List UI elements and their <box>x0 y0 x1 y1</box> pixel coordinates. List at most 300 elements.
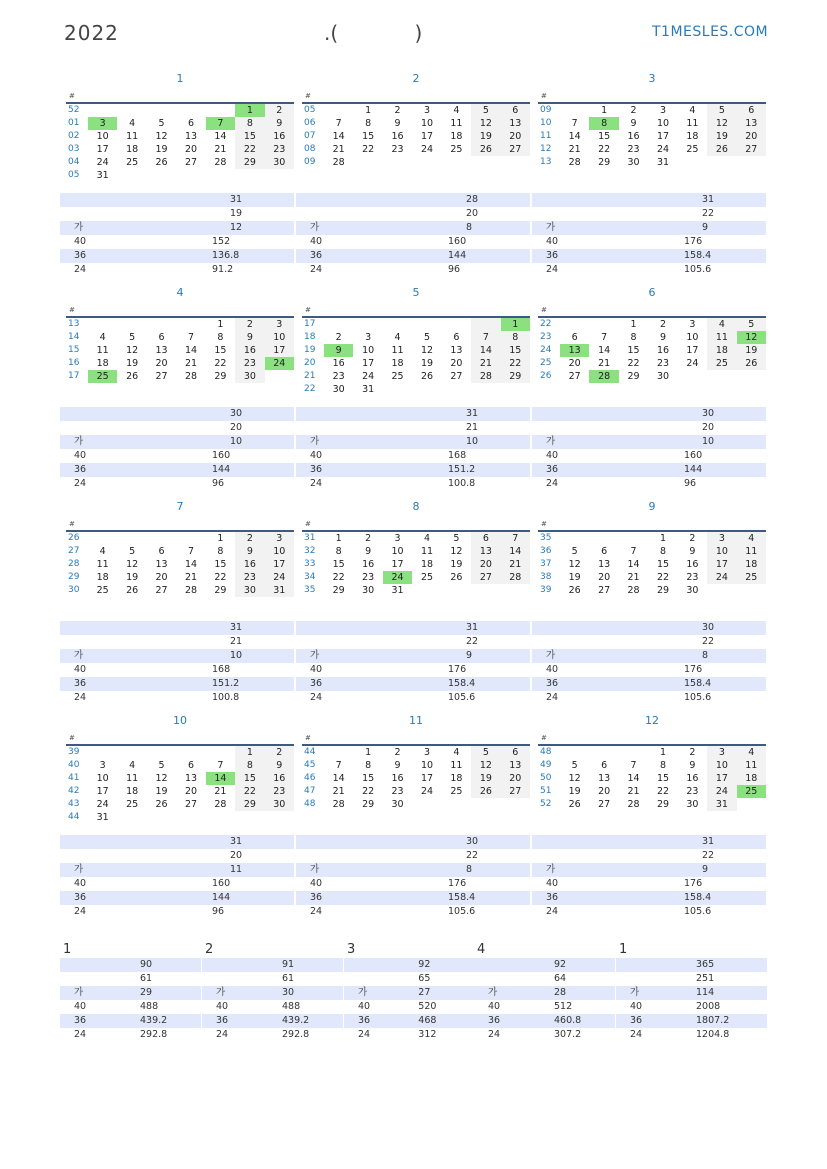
day-cell[interactable]: 31 <box>265 584 294 597</box>
day-cell[interactable]: 16 <box>332 358 345 369</box>
day-cell[interactable]: 9 <box>689 546 696 557</box>
day-cell[interactable]: 31 <box>96 812 109 823</box>
day-cell[interactable]: 6 <box>737 104 766 117</box>
day-cell[interactable]: 3 <box>265 532 294 545</box>
day-cell[interactable]: 13 <box>737 117 766 130</box>
day-cell[interactable]: 28 <box>568 157 581 168</box>
day-cell[interactable]: 28 <box>627 799 640 810</box>
day-cell[interactable]: 8 <box>659 546 666 557</box>
day-cell[interactable]: 21 <box>214 786 227 797</box>
day-cell[interactable]: 12 <box>471 117 500 130</box>
day-cell[interactable]: 12 <box>420 345 434 356</box>
day-cell[interactable]: 23 <box>686 572 699 583</box>
day-cell[interactable]: 12 <box>568 773 581 784</box>
day-cell[interactable]: 2 <box>265 104 294 117</box>
month-title[interactable]: 6 <box>648 286 656 299</box>
day-cell[interactable]: 18 <box>126 144 139 155</box>
day-cell[interactable]: 5 <box>471 746 500 759</box>
day-cell[interactable]: 15 <box>362 773 375 784</box>
day-cell[interactable]: 29 <box>627 371 640 382</box>
day-cell[interactable]: 21 <box>627 572 640 583</box>
day-cell[interactable]: 12 <box>450 546 463 557</box>
day-cell[interactable]: 1 <box>365 105 372 116</box>
day-cell[interactable]: 3 <box>99 760 106 771</box>
day-cell[interactable]: 7 <box>501 532 530 545</box>
day-cell[interactable]: 24 <box>420 144 434 155</box>
day-cell[interactable]: 5 <box>158 118 165 129</box>
day-cell[interactable]: 24 <box>362 371 375 382</box>
day-cell[interactable]: 23 <box>235 571 264 584</box>
day-cell[interactable]: 30 <box>686 799 699 810</box>
day-cell[interactable]: 9 <box>265 759 294 772</box>
day-cell[interactable]: 16 <box>391 131 404 142</box>
day-cell[interactable]: 11 <box>737 759 766 772</box>
day-cell[interactable]: 26 <box>450 572 463 583</box>
day-cell[interactable]: 31 <box>656 157 670 168</box>
day-cell[interactable]: 29 <box>235 156 264 169</box>
day-cell[interactable]: 6 <box>601 546 608 557</box>
day-cell[interactable]: 18 <box>420 559 434 570</box>
day-cell[interactable]: 22 <box>656 572 670 583</box>
day-cell[interactable]: 10 <box>265 545 294 558</box>
day-cell[interactable]: 30 <box>265 156 294 169</box>
day-cell[interactable]: 24 <box>265 357 294 370</box>
day-cell[interactable]: 21 <box>184 572 198 583</box>
day-cell[interactable]: 12 <box>707 117 736 130</box>
day-cell[interactable]: 16 <box>656 345 670 356</box>
day-cell[interactable]: 9 <box>630 118 637 129</box>
day-cell[interactable]: 30 <box>362 585 375 596</box>
day-cell[interactable]: 17 <box>391 559 404 570</box>
day-cell[interactable]: 12 <box>568 559 581 570</box>
day-cell[interactable]: 2 <box>394 747 401 758</box>
day-cell[interactable]: 15 <box>332 559 345 570</box>
day-cell[interactable]: 6 <box>453 332 460 343</box>
day-cell[interactable]: 22 <box>235 785 264 798</box>
day-cell[interactable]: 4 <box>99 546 106 557</box>
day-cell[interactable]: 31 <box>96 170 109 181</box>
day-cell[interactable]: 23 <box>656 358 670 369</box>
day-cell[interactable]: 25 <box>450 786 463 797</box>
day-cell[interactable]: 22 <box>362 144 375 155</box>
day-cell[interactable]: 19 <box>155 144 168 155</box>
day-cell[interactable]: 9 <box>659 332 666 343</box>
day-cell[interactable]: 19 <box>568 572 581 583</box>
day-cell[interactable]: 17 <box>265 558 294 571</box>
day-cell[interactable]: 17 <box>96 144 109 155</box>
day-cell[interactable]: 28 <box>501 571 530 584</box>
day-cell[interactable]: 20 <box>737 130 766 143</box>
day-cell[interactable]: 26 <box>471 143 500 156</box>
day-cell[interactable]: 28 <box>184 585 198 596</box>
day-cell[interactable]: 11 <box>126 773 139 784</box>
day-cell[interactable]: 23 <box>265 143 294 156</box>
day-cell[interactable]: 15 <box>214 345 227 356</box>
day-cell[interactable]: 2 <box>394 105 401 116</box>
day-cell[interactable]: 4 <box>129 118 136 129</box>
day-cell[interactable]: 13 <box>450 345 463 356</box>
month-title[interactable]: 7 <box>176 500 184 513</box>
day-cell[interactable]: 30 <box>265 798 294 811</box>
month-title[interactable]: 2 <box>412 72 420 85</box>
day-cell[interactable]: 17 <box>420 773 434 784</box>
day-cell[interactable]: 19 <box>737 344 766 357</box>
day-cell[interactable]: 17 <box>707 558 736 571</box>
day-cell[interactable]: 3 <box>707 746 736 759</box>
day-cell[interactable]: 25 <box>96 585 109 596</box>
day-cell[interactable]: 17 <box>656 131 670 142</box>
day-cell[interactable]: 28 <box>214 157 227 168</box>
day-cell[interactable]: 22 <box>362 786 375 797</box>
day-cell[interactable]: 25 <box>391 371 404 382</box>
day-cell[interactable]: 21 <box>627 786 640 797</box>
day-cell[interactable]: 1 <box>501 318 530 331</box>
day-cell[interactable]: 16 <box>627 131 640 142</box>
day-cell[interactable]: 9 <box>324 344 353 357</box>
day-cell[interactable]: 16 <box>265 130 294 143</box>
day-cell[interactable]: 3 <box>423 105 430 116</box>
day-cell[interactable]: 30 <box>235 370 264 383</box>
day-cell[interactable]: 4 <box>99 332 106 343</box>
day-cell[interactable]: 6 <box>158 332 165 343</box>
day-cell[interactable]: 25 <box>450 144 463 155</box>
day-cell[interactable]: 20 <box>501 130 530 143</box>
day-cell[interactable]: 29 <box>332 585 345 596</box>
day-cell[interactable]: 7 <box>571 118 578 129</box>
day-cell[interactable]: 21 <box>184 358 198 369</box>
day-cell[interactable]: 11 <box>737 545 766 558</box>
day-cell[interactable]: 24 <box>707 571 736 584</box>
day-cell[interactable]: 2 <box>235 318 264 331</box>
day-cell[interactable]: 12 <box>155 131 168 142</box>
day-cell[interactable]: 9 <box>394 118 401 129</box>
day-cell[interactable]: 14 <box>184 345 198 356</box>
day-cell[interactable]: 23 <box>391 144 404 155</box>
month-title[interactable]: 11 <box>409 714 423 727</box>
day-cell[interactable]: 19 <box>707 130 736 143</box>
day-cell[interactable]: 20 <box>568 358 581 369</box>
day-cell[interactable]: 22 <box>235 143 264 156</box>
day-cell[interactable]: 11 <box>420 546 434 557</box>
day-cell[interactable]: 7 <box>601 332 608 343</box>
day-cell[interactable]: 9 <box>365 546 372 557</box>
day-cell[interactable]: 29 <box>598 157 611 168</box>
day-cell[interactable]: 5 <box>571 546 578 557</box>
day-cell[interactable]: 18 <box>686 131 699 142</box>
day-cell[interactable]: 29 <box>362 799 375 810</box>
day-cell[interactable]: 6 <box>501 104 530 117</box>
month-title[interactable]: 1 <box>176 72 184 85</box>
day-cell[interactable]: 4 <box>129 760 136 771</box>
day-cell[interactable]: 12 <box>737 331 766 344</box>
day-cell[interactable]: 14 <box>332 773 345 784</box>
day-cell[interactable]: 25 <box>707 357 736 370</box>
day-cell[interactable]: 19 <box>471 772 500 785</box>
day-cell[interactable]: 14 <box>206 772 235 785</box>
day-cell[interactable]: 12 <box>155 773 168 784</box>
day-cell[interactable]: 11 <box>96 559 109 570</box>
day-cell[interactable]: 19 <box>126 572 139 583</box>
day-cell[interactable]: 16 <box>235 558 264 571</box>
day-cell[interactable]: 13 <box>598 559 611 570</box>
day-cell[interactable]: 30 <box>391 799 404 810</box>
day-cell[interactable]: 8 <box>335 546 342 557</box>
day-cell[interactable]: 21 <box>332 144 345 155</box>
day-cell[interactable]: 31 <box>362 384 375 395</box>
day-cell[interactable]: 31 <box>707 798 736 811</box>
day-cell[interactable]: 30 <box>332 384 345 395</box>
day-cell[interactable]: 20 <box>184 144 198 155</box>
day-cell[interactable]: 6 <box>471 532 500 545</box>
day-cell[interactable]: 21 <box>568 144 581 155</box>
day-cell[interactable]: 14 <box>332 131 345 142</box>
day-cell[interactable]: 3 <box>265 318 294 331</box>
day-cell[interactable]: 2 <box>689 533 696 544</box>
day-cell[interactable]: 24 <box>707 785 736 798</box>
day-cell[interactable]: 27 <box>155 585 168 596</box>
day-cell[interactable]: 12 <box>471 759 500 772</box>
day-cell[interactable]: 13 <box>598 773 611 784</box>
day-cell[interactable]: 27 <box>184 799 198 810</box>
day-cell[interactable]: 12 <box>126 559 139 570</box>
day-cell[interactable]: 23 <box>391 786 404 797</box>
day-cell[interactable]: 7 <box>335 760 342 771</box>
day-cell[interactable]: 27 <box>598 585 611 596</box>
day-cell[interactable]: 5 <box>423 332 430 343</box>
day-cell[interactable]: 24 <box>686 358 699 369</box>
day-cell[interactable]: 13 <box>184 131 198 142</box>
day-cell[interactable]: 17 <box>707 772 736 785</box>
day-cell[interactable]: 16 <box>391 773 404 784</box>
day-cell[interactable]: 8 <box>217 546 224 557</box>
day-cell[interactable]: 11 <box>707 331 736 344</box>
day-cell[interactable]: 11 <box>686 118 699 129</box>
day-cell[interactable]: 29 <box>214 371 227 382</box>
day-cell[interactable]: 22 <box>501 357 530 370</box>
day-cell[interactable]: 25 <box>126 157 139 168</box>
day-cell[interactable]: 24 <box>96 157 109 168</box>
day-cell[interactable]: 26 <box>420 371 434 382</box>
day-cell[interactable]: 14 <box>598 345 611 356</box>
day-cell[interactable]: 13 <box>155 345 168 356</box>
day-cell[interactable]: 13 <box>560 344 589 357</box>
day-cell[interactable]: 28 <box>332 799 345 810</box>
day-cell[interactable]: 6 <box>571 332 578 343</box>
day-cell[interactable]: 5 <box>737 318 766 331</box>
day-cell[interactable]: 4 <box>689 105 696 116</box>
day-cell[interactable]: 24 <box>383 571 412 584</box>
day-cell[interactable]: 11 <box>96 345 109 356</box>
day-cell[interactable]: 11 <box>450 118 463 129</box>
day-cell[interactable]: 8 <box>365 118 372 129</box>
day-cell[interactable]: 20 <box>450 358 463 369</box>
day-cell[interactable]: 27 <box>471 571 500 584</box>
day-cell[interactable]: 3 <box>659 105 666 116</box>
day-cell[interactable]: 21 <box>501 558 530 571</box>
day-cell[interactable]: 23 <box>265 785 294 798</box>
day-cell[interactable]: 18 <box>450 131 463 142</box>
day-cell[interactable]: 20 <box>471 558 500 571</box>
day-cell[interactable]: 11 <box>450 760 463 771</box>
day-cell[interactable]: 12 <box>126 345 139 356</box>
day-cell[interactable]: 19 <box>450 559 463 570</box>
day-cell[interactable]: 1 <box>217 319 224 330</box>
day-cell[interactable]: 28 <box>332 157 345 168</box>
brand-logo-text[interactable]: T1MESLES.COM <box>652 24 769 40</box>
day-cell[interactable]: 21 <box>598 358 611 369</box>
day-cell[interactable]: 2 <box>265 746 294 759</box>
day-cell[interactable]: 20 <box>501 772 530 785</box>
day-cell[interactable]: 28 <box>589 370 618 383</box>
day-cell[interactable]: 26 <box>737 357 766 370</box>
day-cell[interactable]: 24 <box>265 571 294 584</box>
day-cell[interactable]: 27 <box>501 785 530 798</box>
day-cell[interactable]: 17 <box>265 344 294 357</box>
day-cell[interactable]: 16 <box>686 773 699 784</box>
day-cell[interactable]: 9 <box>235 331 264 344</box>
day-cell[interactable]: 5 <box>571 760 578 771</box>
day-cell[interactable]: 20 <box>184 786 198 797</box>
day-cell[interactable]: 7 <box>187 546 194 557</box>
day-cell[interactable]: 16 <box>686 559 699 570</box>
day-cell[interactable]: 7 <box>187 332 194 343</box>
day-cell[interactable]: 1 <box>335 533 342 544</box>
day-cell[interactable]: 2 <box>335 332 342 343</box>
day-cell[interactable]: 3 <box>394 533 401 544</box>
day-cell[interactable]: 13 <box>155 559 168 570</box>
day-cell[interactable]: 22 <box>598 144 611 155</box>
day-cell[interactable]: 27 <box>501 143 530 156</box>
day-cell[interactable]: 15 <box>656 773 670 784</box>
day-cell[interactable]: 29 <box>656 799 670 810</box>
day-cell[interactable]: 10 <box>96 131 109 142</box>
day-cell[interactable]: 28 <box>214 799 227 810</box>
day-cell[interactable]: 6 <box>158 546 165 557</box>
day-cell[interactable]: 1 <box>659 533 666 544</box>
day-cell[interactable]: 18 <box>96 358 109 369</box>
day-cell[interactable]: 14 <box>627 773 640 784</box>
day-cell[interactable]: 20 <box>155 572 168 583</box>
day-cell[interactable]: 4 <box>423 533 430 544</box>
day-cell[interactable]: 17 <box>420 131 434 142</box>
day-cell[interactable]: 13 <box>471 545 500 558</box>
day-cell[interactable]: 6 <box>501 746 530 759</box>
day-cell[interactable]: 4 <box>453 747 460 758</box>
day-cell[interactable]: 19 <box>155 786 168 797</box>
day-cell[interactable]: 23 <box>235 357 264 370</box>
day-cell[interactable]: 13 <box>501 117 530 130</box>
day-cell[interactable]: 22 <box>214 358 227 369</box>
day-cell[interactable]: 22 <box>332 572 345 583</box>
day-cell[interactable]: 5 <box>129 332 136 343</box>
day-cell[interactable]: 4 <box>394 332 401 343</box>
day-cell[interactable]: 18 <box>126 786 139 797</box>
day-cell[interactable]: 17 <box>686 345 699 356</box>
day-cell[interactable]: 9 <box>235 545 264 558</box>
day-cell[interactable]: 22 <box>627 358 640 369</box>
day-cell[interactable]: 21 <box>214 144 227 155</box>
day-cell[interactable]: 4 <box>453 105 460 116</box>
day-cell[interactable]: 10 <box>686 332 699 343</box>
day-cell[interactable]: 19 <box>471 130 500 143</box>
day-cell[interactable]: 14 <box>214 131 227 142</box>
day-cell[interactable]: 1 <box>365 747 372 758</box>
day-cell[interactable]: 24 <box>96 799 109 810</box>
day-cell[interactable]: 25 <box>737 571 766 584</box>
day-cell[interactable]: 24 <box>656 144 670 155</box>
day-cell[interactable]: 6 <box>601 760 608 771</box>
day-cell[interactable]: 20 <box>598 572 611 583</box>
day-cell[interactable]: 27 <box>737 143 766 156</box>
day-cell[interactable]: 25 <box>686 144 699 155</box>
day-cell[interactable]: 11 <box>126 131 139 142</box>
day-cell[interactable]: 29 <box>501 370 530 383</box>
day-cell[interactable]: 14 <box>627 559 640 570</box>
day-cell[interactable]: 15 <box>598 131 611 142</box>
day-cell[interactable]: 7 <box>335 118 342 129</box>
day-cell[interactable]: 3 <box>423 747 430 758</box>
day-cell[interactable]: 1 <box>630 319 637 330</box>
day-cell[interactable]: 20 <box>598 786 611 797</box>
day-cell[interactable]: 23 <box>362 572 375 583</box>
day-cell[interactable]: 9 <box>394 760 401 771</box>
day-cell[interactable]: 6 <box>187 760 194 771</box>
day-cell[interactable]: 26 <box>568 585 581 596</box>
day-cell[interactable]: 13 <box>184 773 198 784</box>
day-cell[interactable]: 19 <box>420 358 434 369</box>
day-cell[interactable]: 10 <box>96 773 109 784</box>
day-cell[interactable]: 7 <box>471 331 500 344</box>
day-cell[interactable]: 15 <box>235 130 264 143</box>
day-cell[interactable]: 4 <box>737 532 766 545</box>
day-cell[interactable]: 14 <box>471 344 500 357</box>
day-cell[interactable]: 23 <box>332 371 345 382</box>
day-cell[interactable]: 29 <box>214 585 227 596</box>
day-cell[interactable]: 18 <box>707 344 736 357</box>
day-cell[interactable]: 4 <box>707 318 736 331</box>
day-cell[interactable]: 2 <box>235 532 264 545</box>
day-cell[interactable]: 30 <box>235 584 264 597</box>
day-cell[interactable]: 5 <box>129 546 136 557</box>
day-cell[interactable]: 10 <box>362 345 375 356</box>
day-cell[interactable]: 26 <box>568 799 581 810</box>
day-cell[interactable]: 8 <box>365 760 372 771</box>
day-cell[interactable]: 28 <box>627 585 640 596</box>
day-cell[interactable]: 15 <box>656 559 670 570</box>
day-cell[interactable]: 14 <box>568 131 581 142</box>
day-cell[interactable]: 10 <box>391 546 404 557</box>
day-cell[interactable]: 5 <box>453 533 460 544</box>
day-cell[interactable]: 14 <box>501 545 530 558</box>
day-cell[interactable]: 13 <box>501 759 530 772</box>
day-cell[interactable]: 1 <box>235 746 264 759</box>
day-cell[interactable]: 3 <box>689 319 696 330</box>
day-cell[interactable]: 1 <box>601 105 608 116</box>
day-cell[interactable]: 27 <box>450 371 463 382</box>
day-cell[interactable]: 2 <box>689 747 696 758</box>
month-title[interactable]: 3 <box>648 72 656 85</box>
day-cell[interactable]: 10 <box>420 118 434 129</box>
day-cell[interactable]: 23 <box>686 786 699 797</box>
day-cell[interactable]: 5 <box>707 104 736 117</box>
day-cell[interactable]: 2 <box>659 319 666 330</box>
day-cell[interactable]: 27 <box>155 371 168 382</box>
day-cell[interactable]: 9 <box>265 117 294 130</box>
day-cell[interactable]: 9 <box>689 760 696 771</box>
day-cell[interactable]: 10 <box>265 331 294 344</box>
day-cell[interactable]: 24 <box>420 786 434 797</box>
day-cell[interactable]: 17 <box>96 786 109 797</box>
